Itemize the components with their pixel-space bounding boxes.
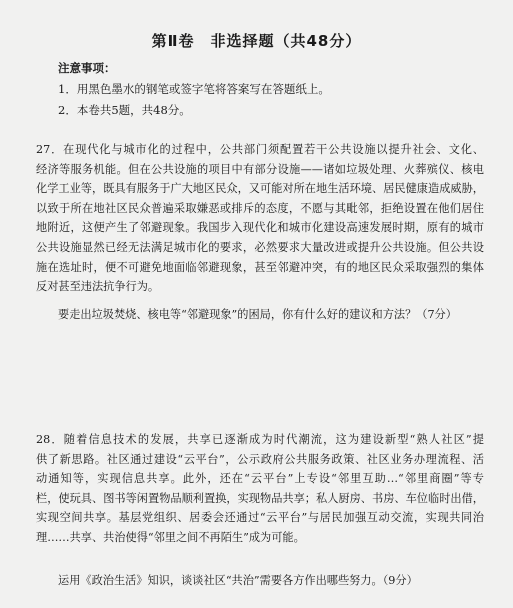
- question-27-prompt: 要走出垃圾焚烧、核电等“邻避现象”的困局，你有什么好的建议和方法？（7分）: [58, 308, 457, 321]
- material-line: 反对甚至违法抗争行为。: [36, 280, 160, 294]
- material-line: 公共设施显然已经无法满足城市化的要求，必然要求大量改进或提升公共设施。但公共设: [36, 240, 484, 254]
- material-line: 28．随着信息技术的发展，共享已逐渐成为时代潮流，这为建设新型“熟人社区”提: [36, 433, 484, 446]
- question-28-material: [36, 430, 484, 548]
- material-line: 理……共享、共治使得“邻里之间不再陌生”成为可能。: [36, 530, 305, 544]
- question-27-material: [36, 140, 484, 297]
- material-line: 经济等服务机能。但在公共设施的项目中有部分设施——诸如垃圾处理、火葬殡仪、核电: [36, 162, 484, 176]
- note-item: 1．用黑色墨水的钢笔或签字笔将答案写在答题纸上。: [58, 82, 330, 96]
- material-line: 动通知等，实现信息共享。此外，还在“云平台”上专设“邻里互助…“邻里商圈”等专: [36, 472, 484, 486]
- section-title: 第Ⅱ卷 非选择题（共48分）: [151, 32, 362, 50]
- notes-label: 注意事项：: [58, 61, 116, 75]
- material-line: 化学工业等，既具有服务于广大地区民众，又可能对所在地生活环境、居民健康造成威胁，: [36, 182, 484, 196]
- material-line: 以致于所在地社区民众普遍采取嫌恶或排斥的态度，不愿与其毗邻，拒绝设置在他们居住: [36, 201, 484, 215]
- material-line: 实现空间共享。基层党组织、居委会还通过“云平台”与居民加强互动交流，实现共同治: [36, 511, 484, 525]
- question-28-prompt: 运用《政治生活》知识，谈谈社区“共治”需要各方作出哪些努力。（9分）: [58, 574, 418, 587]
- material-line: 供了新思路。社区通过建设“云平台”，公示政府公共服务政策、社区业务办理流程、活: [36, 452, 484, 466]
- note-item: 2．本卷共5题，共48分。: [58, 103, 191, 117]
- material-line: 27．在现代化与城市化的过程中，公共部门须配置若干公共设施以提升社会、文化、: [36, 143, 484, 156]
- material-line: 施在选址时，便不可避免地面临邻避现象，甚至邻避冲突，有的地区民众采取强烈的集体: [36, 260, 484, 274]
- material-line: 栏，使玩具、图书等闲置物品顺利置换，实现物品共享；私人厨房、书房、车位临时出借，: [36, 491, 484, 505]
- material-line: 地附近，这便产生了邻避现象。我国步入现代化和城市化建设高速发展时期，原有的城市: [36, 221, 484, 235]
